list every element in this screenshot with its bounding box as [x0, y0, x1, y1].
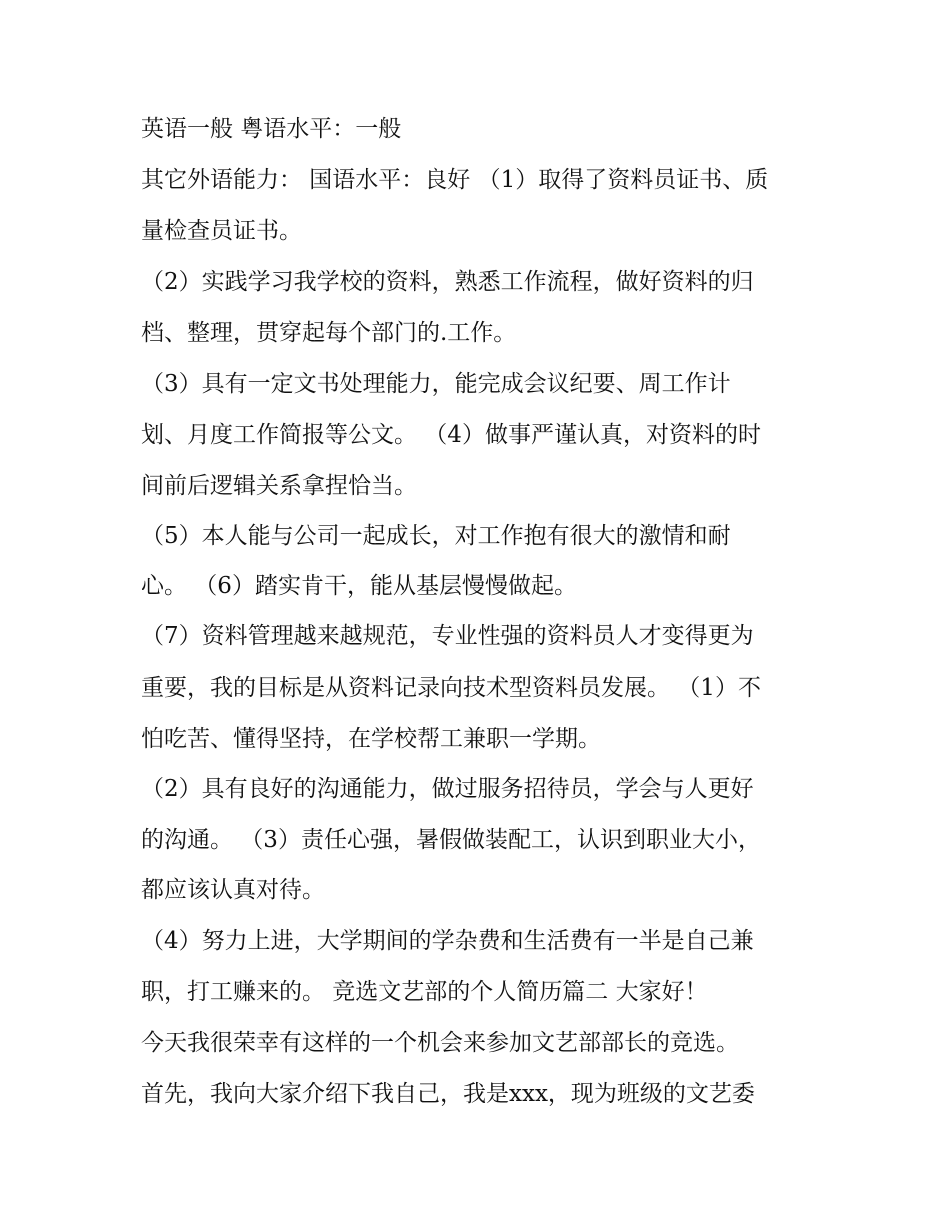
text-line-7: 划、月度工作简报等公文。 （4）做事严谨认真，对资料的时: [141, 422, 761, 448]
text-line-14: （2）具有良好的沟通能力，做过服务招待员，学会与人更好: [141, 776, 754, 802]
text-line-16: 都应该认真对待。: [141, 877, 325, 903]
text-line-18: 职，打工赚来的。 竞选文艺部的个人简历篇二 大家好！: [141, 979, 708, 1005]
text-line-19: 今天我很荣幸有这样的一个机会来参加文艺部部长的竞选。: [141, 1030, 739, 1056]
text-line-3: 量检查员证书。: [141, 218, 302, 244]
text-line-4: （2）实践学习我学校的资料，熟悉工作流程，做好资料的归: [141, 269, 754, 295]
text-line-20: 首先，我向大家介绍下我自己，我是xxx，现为班级的文艺委: [141, 1081, 755, 1107]
text-line-5: 档、整理，贯穿起每个部门的.工作。: [141, 320, 517, 346]
text-line-12: 重要，我的目标是从资料记录向技术型资料员发展。 （1）不: [141, 675, 761, 701]
text-line-1: 英语一般 粤语水平：一般: [141, 116, 402, 142]
text-line-9: （5）本人能与公司一起成长，对工作抱有很大的激情和耐: [141, 523, 731, 549]
text-line-6: （3）具有一定文书处理能力，能完成会议纪要、周工作计: [141, 371, 731, 397]
text-line-11: （7）资料管理越来越规范，专业性强的资料员人才变得更为: [141, 623, 754, 649]
text-line-13: 怕吃苦、懂得坚持，在学校帮工兼职一学期。: [141, 726, 601, 752]
text-line-10: 心。 （6）踏实肯干，能从基层慢慢做起。: [141, 573, 577, 599]
text-line-2: 其它外语能力： 国语水平：良好 （1）取得了资料员证书、质: [141, 167, 769, 193]
text-line-15: 的沟通。 （3）责任心强，暑假做装配工，认识到职业大小，: [141, 827, 761, 853]
text-line-8: 间前后逻辑关系拿捏恰当。: [141, 473, 417, 499]
text-line-17: （4）努力上进，大学期间的学杂费和生活费有一半是自己兼: [141, 928, 754, 954]
